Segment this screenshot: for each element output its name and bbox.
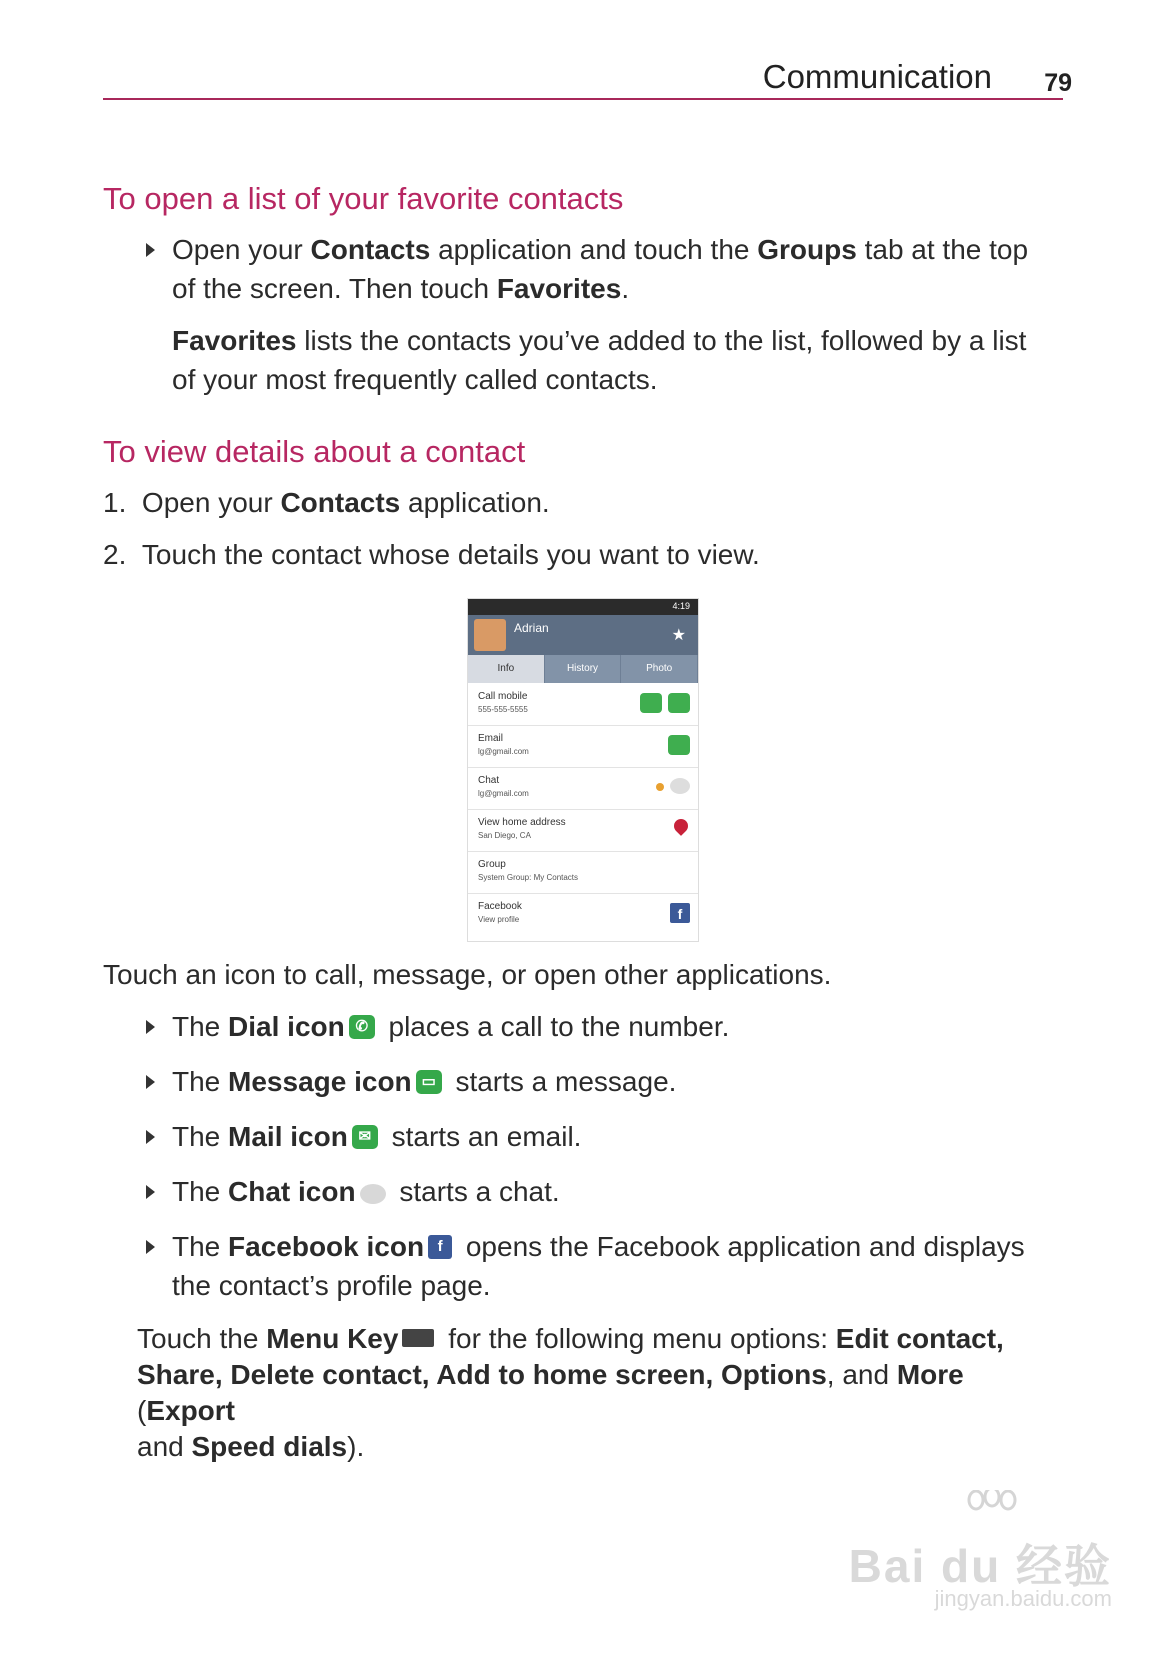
bullet-arrow-icon [146,1185,155,1199]
bullet-arrow-icon [146,1240,155,1254]
bullet-arrow-icon [146,1020,155,1034]
row-value: lg@gmail.com [478,747,529,756]
row-label: Group [478,859,506,870]
status-bar [468,599,698,615]
icons-intro: Touch an icon to call, message, or open other applications. [103,959,832,990]
favorites-note: Favorites lists the contacts you’ve added to the list, followed by a list of your most frequently called contacts. [172,325,1027,395]
row-call-mobile[interactable] [468,683,698,726]
presence-dot-icon [656,783,664,791]
message-icon: ▭ [416,1070,442,1094]
row-value: View profile [478,915,520,924]
bullet-facebook: The Facebook icon f opens the Facebook application and displays the contact’s profile page. [172,1227,1072,1305]
dial-icon[interactable] [640,693,662,713]
watermark-brand: Bai du 经验 [848,1540,1112,1592]
row-chat[interactable] [468,767,698,810]
star-icon[interactable]: ★ [671,627,686,644]
bullet-chat: The Chat icon starts a chat. [172,1172,560,1211]
row-value: 555-555-5555 [478,705,528,714]
header-divider [103,98,1063,100]
tab-photo[interactable]: Photo [621,655,698,683]
step-2: 2. Touch the contact whose details you want to view. [103,539,760,570]
message-icon[interactable] [668,693,690,713]
chat-icon [360,1184,386,1204]
step-1: 1. Open your Contacts application. [103,487,550,518]
paw-logo-icon [962,1490,1022,1530]
row-value: lg@gmail.com [478,789,529,798]
tab-history[interactable]: History [545,655,622,683]
row-email[interactable] [468,725,698,768]
bullet-mail: The Mail icon ✉ starts an email. [172,1117,581,1156]
facebook-icon: f [428,1235,452,1259]
row-home-address[interactable] [468,809,698,852]
row-label: Facebook [478,901,522,912]
chat-icon[interactable] [670,778,690,794]
heading-view-details: To view details about a contact [103,434,526,469]
dial-icon: ✆ [349,1015,375,1039]
page-number: 79 [1044,69,1072,97]
map-pin-icon[interactable] [671,816,691,836]
facebook-icon[interactable]: f [670,903,690,923]
mail-icon: ✉ [352,1125,378,1149]
row-label: View home address [478,817,566,828]
row-label: Email [478,733,504,744]
mail-icon[interactable] [668,735,690,755]
bullet-arrow-icon [146,1130,155,1144]
avatar[interactable] [474,619,506,651]
row-label: Call mobile [478,691,528,702]
bullet-dial: The Dial icon ✆ places a call to the number. [172,1007,729,1046]
contact-name: Adrian [514,621,549,635]
row-group[interactable] [468,851,698,894]
row-value: San Diego, CA [478,831,531,840]
bullet-message: The Message icon ▭ starts a message. [172,1062,676,1101]
bullet-arrow-icon [146,243,155,257]
tab-info[interactable]: Info [468,655,545,683]
menu-key-paragraph: Touch the Menu Key for the following menu options: Edit contact, Share, Delete contact, Add to home screen, Options, and More (Export and Speed dials). [137,1323,1004,1462]
row-facebook[interactable] [468,893,698,935]
contact-tabs [468,655,698,683]
bullet-open-contacts: Open your Contacts application and touch the Groups tab at the top of the screen. Then touch Favorites. [172,230,1072,308]
status-time: 4:19 [672,601,690,611]
section-title: Communication [762,58,992,95]
bullet-arrow-icon [146,1075,155,1089]
row-value: System Group: My Contacts [478,873,579,882]
contact-header [468,615,698,655]
menu-key-icon [402,1329,434,1347]
contact-details-screenshot [467,598,699,942]
heading-favorites: To open a list of your favorite contacts [103,181,624,216]
watermark-url: jingyan.baidu.com [934,1586,1112,1611]
row-label: Chat [478,775,500,786]
